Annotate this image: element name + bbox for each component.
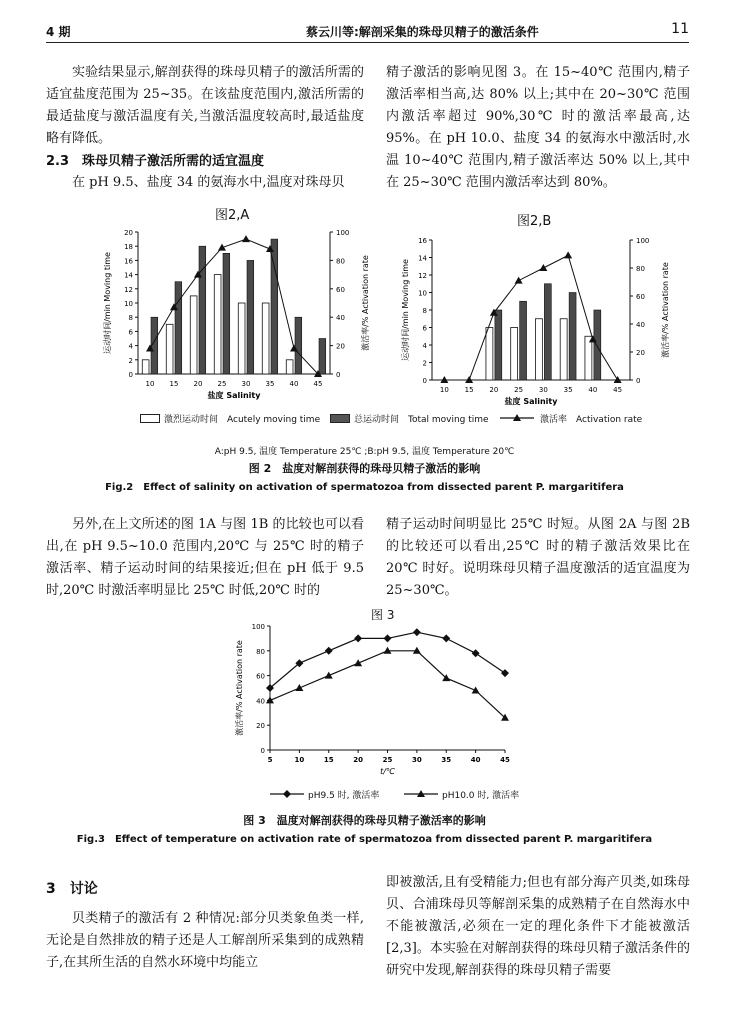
x-tick-label: 45 — [500, 756, 510, 764]
y2-tick-label: 80 — [336, 257, 345, 266]
point-ph95 — [325, 647, 333, 655]
paragraph-left-top: 实验结果显示,解剖获得的珠母贝精子的激活所需的适宜盐度范围为 25~35。在该盐度范围内,激活所需的最适盐度与激活温度有关,当激活温度较高时,最适盐度略有降低。 — [46, 65, 364, 146]
bar-total — [223, 253, 230, 374]
y2-tick-label: 20 — [336, 342, 345, 351]
bar-total — [247, 260, 254, 374]
y-tick-label: 14 — [418, 254, 427, 263]
bar-acute — [585, 336, 592, 380]
y-tick-label: 12 — [418, 272, 427, 280]
bar-acute — [286, 360, 293, 374]
point-rate — [515, 277, 523, 284]
chart-fig2b — [398, 228, 680, 423]
y-tick-label: 6 — [422, 324, 427, 333]
y2-tick-label: 40 — [336, 314, 345, 323]
y-tick-label: 16 — [124, 257, 133, 266]
x-axis-label: 盐度 Salinity — [207, 391, 261, 400]
point-rate — [564, 251, 572, 258]
y-tick-label: 8 — [422, 307, 427, 315]
page-number: 11 — [671, 21, 689, 37]
section-heading-3: 3 讨论 — [46, 881, 98, 897]
x-tick-label: 35 — [441, 756, 452, 764]
y-tick-label: 20 — [256, 722, 265, 731]
point-ph95 — [442, 634, 450, 642]
point-ph10 — [472, 686, 480, 693]
y2-tick-label: 0 — [636, 377, 641, 385]
x-tick-label: 40 — [588, 386, 598, 394]
x-tick-label: 30 — [538, 386, 548, 394]
y-tick-label: 2 — [128, 356, 133, 365]
y2-axis-label: 激活率/% Activation rate — [661, 262, 670, 358]
paragraph-right-bottom: 即被激活,且有受精能力;但也有部分海产贝类,如珠母贝、合浦珠母贝等解剖采集的成熟精子在自然海水中不能被激活,必须在一定的理化条件下才能被激活[2,3]。本实验在对解剖获得的珠母贝精子激活条件的研究中发现,解剖获得的珠母贝精子需要 — [386, 875, 690, 978]
fig3-legend — [270, 788, 550, 802]
y-tick-label: 20 — [124, 229, 133, 237]
x-tick-label: 15 — [464, 386, 474, 394]
y-tick-label: 10 — [124, 300, 133, 308]
y-tick-label: 0 — [422, 377, 427, 385]
y-tick-label: 12 — [124, 285, 133, 294]
y2-tick-label: 40 — [636, 321, 645, 329]
y-tick-label: 100 — [251, 623, 265, 631]
x-tick-label: 45 — [613, 386, 623, 394]
y-tick-label: 14 — [124, 271, 133, 280]
y-tick-label: 18 — [124, 243, 133, 252]
x-tick-label: 15 — [169, 380, 179, 388]
bar-total — [199, 246, 206, 374]
point-ph95 — [413, 628, 421, 636]
bar-total — [594, 310, 601, 380]
legend-label-ph95: pH9.5 时, 激活率 — [308, 791, 380, 801]
legend-swatch-rate — [500, 412, 534, 424]
point-ph95 — [501, 669, 509, 677]
x-tick-label: 25 — [382, 756, 393, 764]
point-ph95 — [354, 634, 362, 642]
legend-label-ph10: pH10.0 时, 激活率 — [442, 791, 520, 801]
y-tick-label: 80 — [256, 647, 265, 656]
fig2-legend — [140, 412, 680, 426]
running-header — [46, 20, 689, 43]
y-tick-label: 2 — [422, 359, 427, 368]
bar-total — [520, 301, 527, 380]
paragraph-right-mid: 精子运动时间明显比 25℃ 时短。从图 2A 与图 2B 的比较还可以看出,25℃ 时的精子激活效果比在 20℃ 时好。说明珠母贝精子温度激活的适宜温度为 25~30℃。 — [386, 517, 690, 598]
fig2-note: A:pH 9.5, 温度 Temperature 25℃ ;B:pH 9.5, 温度 Temperature 20℃ — [214, 447, 515, 457]
point-ph95 — [472, 649, 480, 657]
fig3-title: 图 3 — [371, 608, 395, 622]
x-tick-label: 5 — [267, 756, 273, 764]
y-tick-label: 6 — [128, 328, 133, 337]
y-tick-label: 4 — [422, 342, 427, 350]
y-axis-label: 运动时间/min Moving time — [401, 259, 410, 361]
y-tick-label: 60 — [256, 672, 265, 681]
y-axis-label: 激活率/% Activation rate — [235, 640, 244, 736]
x-tick-label: 15 — [323, 756, 334, 764]
y2-tick-label: 100 — [336, 229, 350, 237]
y-tick-label: 10 — [418, 289, 427, 298]
bar-acute — [142, 360, 149, 374]
x-axis-label: 盐度 Salinity — [504, 397, 558, 406]
point-ph10 — [354, 659, 362, 666]
x-tick-label: 30 — [412, 756, 422, 764]
x-tick-label: 45 — [313, 380, 323, 388]
running-title: 蔡云川等:解剖采集的珠母贝精子的激活条件 — [306, 25, 539, 39]
x-axis-label: t/℃ — [380, 767, 395, 776]
fig2b-title: 图2,B — [517, 214, 552, 229]
bar-total — [175, 282, 182, 374]
legend-swatch-total — [330, 414, 350, 423]
chart-fig2a — [98, 222, 378, 422]
x-tick-label: 25 — [217, 380, 227, 388]
x-tick-label: 30 — [241, 380, 251, 388]
section-heading-2-3: 2.3 珠母贝精子激活所需的适宜温度 — [46, 154, 265, 169]
y2-tick-label: 0 — [336, 371, 341, 379]
fig2-caption-cn: 图 2 盐度对解剖获得的珠母贝精子激活的影响 — [248, 462, 481, 475]
y-tick-label: 4 — [128, 342, 133, 351]
y2-tick-label: 80 — [636, 265, 645, 273]
chart-fig3 — [230, 620, 520, 785]
fig3-caption-en: Fig.3 Effect of temperature on activation rate of spermatozoa from dissected parent P. margaritifera — [76, 834, 653, 845]
y-tick-label: 40 — [256, 697, 265, 706]
bar-total — [569, 293, 576, 381]
issue-label: 4 期 — [46, 25, 71, 39]
paragraph-left-2-3: 在 pH 9.5、盐度 34 的氨海水中,温度对珠母贝 — [72, 175, 345, 190]
bar-total — [319, 339, 326, 375]
point-ph95 — [384, 634, 392, 642]
bar-acute — [486, 328, 493, 381]
x-tick-label: 40 — [470, 756, 481, 764]
bar-total — [544, 284, 551, 380]
x-tick-label: 25 — [514, 386, 524, 394]
bar-acute — [511, 328, 518, 381]
bar-total — [295, 317, 302, 374]
bar-acute — [166, 324, 173, 374]
legend-label-rate: 激活率 Activation rate — [540, 415, 643, 425]
y-tick-label: 8 — [128, 314, 133, 323]
bar-total — [495, 310, 502, 380]
y-tick-label: 16 — [418, 237, 427, 245]
fig2-caption-en: Fig.2 Effect of salinity on activation of spermatozoa from dissected parent P. margaritifera — [105, 482, 624, 493]
paragraph-left-bottom: 贝类精子的激活有 2 种情况:部分贝类象鱼类一样,无论是自然排放的精子还是人工解剖所采集到的成熟精子,在其所生活的自然水环境中均能立 — [46, 911, 364, 970]
bar-acute — [190, 296, 197, 374]
legend-swatch-ph95 — [270, 788, 304, 800]
x-tick-label: 20 — [193, 380, 203, 388]
x-tick-label: 20 — [489, 386, 499, 394]
x-tick-label: 35 — [265, 380, 275, 388]
x-tick-label: 10 — [439, 386, 449, 394]
legend-label-total: 总运动时间 Total moving time — [354, 415, 489, 425]
x-tick-label: 40 — [289, 380, 299, 388]
legend-swatch-acute — [140, 414, 160, 423]
point-ph10 — [295, 684, 303, 691]
fig3-caption-cn: 图 3 温度对解剖获得的珠母贝精子激活率的影响 — [243, 814, 486, 827]
y2-tick-label: 60 — [336, 285, 345, 294]
y-tick-label: 0 — [260, 747, 265, 755]
bar-acute — [238, 303, 245, 374]
paragraph-left-mid: 另外,在上文所述的图 1A 与图 1B 的比较也可以看出,在 pH 9.5~10.0 范围内,20℃ 与 25℃ 时的精子激活率、精子运动时间的结果接近;但在 pH 低于 9.5 时,20℃ 时激活率明显比 25℃ 时低,20℃ 时的 — [46, 517, 364, 598]
x-tick-label: 10 — [145, 380, 155, 388]
x-tick-label: 20 — [353, 756, 363, 764]
fig2a-title: 图2,A — [215, 208, 250, 223]
bar-acute — [535, 319, 542, 380]
paragraph-right-top: 精子激活的影响见图 3。在 15~40℃ 范围内,精子激活率相当高,达 80% 以上;其中在 20~30℃ 范围内激活率超过 90%,30℃ 时的激活率最高,达 95%。在 pH 10.0、盐度 34 的氨海水中激活时,水温 10~40℃ 范围内,精子激活率达 50% 以上,其中在 25~30℃ 范围内激活率达到 80%。 — [386, 65, 690, 190]
x-tick-label: 35 — [563, 386, 573, 394]
y-tick-label: 0 — [128, 371, 133, 379]
point-ph10 — [325, 672, 333, 679]
point-rate — [242, 235, 250, 242]
x-tick-label: 10 — [294, 756, 305, 764]
y-axis-label: 运动时间/min Moving time — [103, 252, 112, 354]
y2-tick-label: 60 — [636, 293, 645, 301]
bar-acute — [262, 303, 269, 374]
y2-axis-label: 激活率/% Activation rate — [361, 255, 370, 351]
y2-tick-label: 20 — [636, 349, 645, 357]
bar-acute — [214, 275, 221, 374]
y2-tick-label: 100 — [636, 237, 650, 245]
legend-label-acute: 激烈运动时间 Acutely moving time — [164, 415, 321, 425]
point-rate — [539, 264, 547, 271]
bar-acute — [560, 319, 567, 380]
legend-swatch-ph10 — [404, 788, 438, 800]
